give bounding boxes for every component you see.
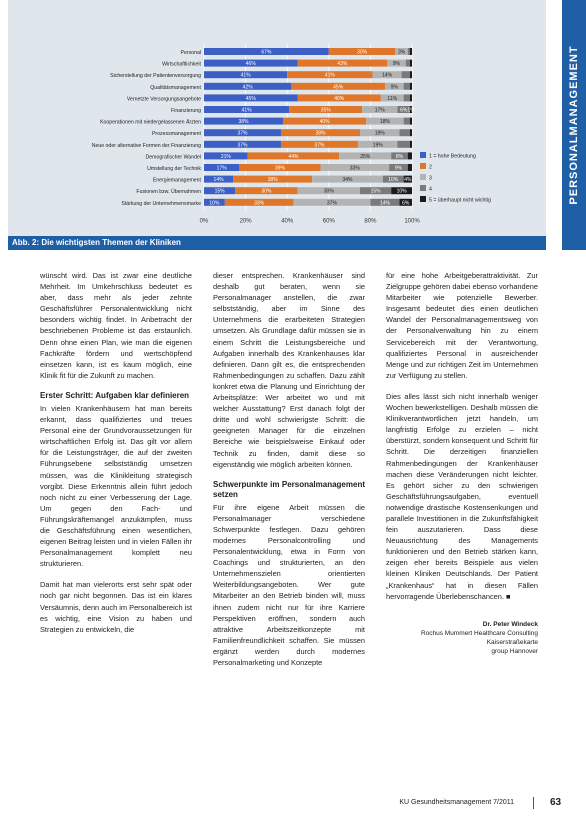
category-label: Personal xyxy=(180,50,201,56)
data-label: 19% xyxy=(374,130,385,137)
data-label: 18% xyxy=(379,119,390,126)
data-label: 40% xyxy=(319,119,330,126)
category-label: Finanzierung xyxy=(171,108,201,114)
legend-label: 5 = überhaupt nicht wichtig xyxy=(429,197,491,204)
legend-label: 2 xyxy=(429,164,432,171)
bar-segment xyxy=(410,94,412,101)
bar-segment xyxy=(402,71,410,78)
data-label: 19% xyxy=(372,142,383,149)
bar-segment xyxy=(408,164,412,171)
data-label: 43% xyxy=(337,61,348,68)
author-name: Dr. Peter Windeck xyxy=(482,620,538,628)
legend-swatch xyxy=(420,185,426,191)
author-affiliation: group Hannover xyxy=(491,647,538,655)
data-label: 6% xyxy=(402,200,410,207)
data-label: 41% xyxy=(241,107,252,114)
bar-segment xyxy=(410,48,412,55)
data-label: 34% xyxy=(342,177,353,184)
x-tick-label: 60% xyxy=(322,218,335,225)
data-label: 37% xyxy=(237,130,248,137)
bar-segment xyxy=(404,94,410,101)
data-label: 17% xyxy=(216,165,227,172)
data-label: 3% xyxy=(397,49,406,56)
paragraph: Für ihre eigene Arbeit müssen die Personalmanager verschiedene Schwerpunkte festlegen. Dazu gehören modernes Personalcontrolling und Personalentwicklung, etwa in Form von Coachings und strukturierten, an den Unternehmenszielen orientierten Weiterbildungsangeboten. Wer gute Mitarbeiter an den Betrieb binden will, muss ihnen zudem nicht nur für ihre Karriere Perspektiven eröffnen, sondern auch attraktive Arbeitszeitkonzepte mit Familienfreundlichkeit schaffen. Sie müssen ergänzt werden durch modernes Personalmarketing und Konzepte xyxy=(213,502,365,667)
category-label: Stärkung der Unternehmensmarke xyxy=(121,200,201,207)
data-label: 1% xyxy=(407,107,415,114)
bar-segment xyxy=(404,83,410,90)
article-body xyxy=(40,270,538,786)
data-label: 30% xyxy=(323,188,334,195)
x-tick-label: 100% xyxy=(404,218,420,225)
bar-segment xyxy=(410,129,412,136)
data-label: 10% xyxy=(209,200,220,207)
section-heading: Schwerpunkte im Personalmanagement setzen xyxy=(213,479,365,499)
data-label: 4% xyxy=(404,177,412,184)
paragraph: dieser entsprechen. Krankenhäuser sind deshalb gut beraten, wenn sie Personalmanager anstellen, die zwar selbstständig, aber im Sinne des Unternehmens die erarbeiteten Strategien umsetzen. Als Grundlage dafür müssen sie in einem Schritt die Leistungsbereiche und Aufgaben innerhalb des Krankenhauses klar definieren. Dann gilt es, die entsprechenden Rahmenbedingungen zu schaffen. Dazu zählt konkret etwa die Planung und Einrichtung der Arbeitsplätze: Wer arbeitet wo und mit welcher Ausstattung? Erst danach folgt der dritte und wohl schwierigste Schritt: die geeigneten Manager für die einzelnen Bereiche wie beispielsweise Einkauf oder Technik zu finden, damit diese so eigenständig wie möglich arbeiten können. xyxy=(213,271,365,469)
data-label: 35% xyxy=(320,107,331,114)
section-heading: Erster Schritt: Aufgaben klar definieren xyxy=(40,390,190,400)
bar-segment xyxy=(406,60,410,67)
data-label: 14% xyxy=(382,72,393,79)
bar-segment xyxy=(410,141,412,148)
data-label: 33% xyxy=(254,200,265,207)
data-label: 6% xyxy=(400,107,408,114)
category-label: Umstellung der Technik xyxy=(147,166,201,172)
paragraph: wünscht wird. Das ist zwar eine deutliche Mehrheit. Im Umkehrschluss bedeutet es aber, dass mehr als jeder zehnte Geschäftsführer Personalentwicklung nicht besonders wichtig findet. In Anbetracht der beschriebenen Probleme ist das erstaunlich. Denn ohne einen Plan, wie man die eigenen Fachkräfte fördern und wertschöpfend einsetzen kann, ist es kaum möglich, eine Klinik fit für die Zukunft zu machen. xyxy=(40,271,192,380)
x-tick-label: 40% xyxy=(281,218,294,225)
data-label: 15% xyxy=(214,188,225,195)
data-label: 38% xyxy=(238,119,249,126)
data-label: 17% xyxy=(374,107,385,114)
data-label: 41% xyxy=(324,72,335,79)
bar-segment xyxy=(410,118,412,125)
bar-segment xyxy=(408,152,412,159)
paragraph: Dies alles lässt sich nicht innerhalb weniger Wochen bewerkstelligen. Deshalb müssen die Klinikverantwortlichen jetzt handeln, um langfristig Erfolge zu erzielen – nicht überstürzt, sondern konsequent und Schritt für Schritt. Die derzeitigen finanziellen Rahmenbedingungen der Krankenhäuser machen diese Veränderungen nicht leichter. Es gehört sicher zu den schwierigen Geschäftsführungsaufgaben, eventuell notwendige drastische Kostensenkungen und parallele Investitionen in die Zukunftsfähigkeit fein auszutarieren. Dass diese Neuausrichtung des Managements funktionieren und den Betrieb stärken kann, zeigen eher bereits Beispiele aus vielen kleinen Kliniken Deutschlands. Der Patient „Krankenhaus“ hat in diesen Fällen hervorragende Überlebenschancen. ■ xyxy=(386,391,539,601)
data-label: 14% xyxy=(213,177,224,184)
page-footer xyxy=(0,796,586,812)
data-label: 46% xyxy=(245,61,256,68)
figure-chart xyxy=(8,0,546,250)
x-tick-label: 80% xyxy=(364,218,377,225)
footer-divider xyxy=(533,797,534,809)
bar-segment xyxy=(404,118,410,125)
category-label: Neue oder alternative Formen der Finanzierung xyxy=(91,142,201,149)
bar-segment xyxy=(397,141,409,148)
data-label: 38% xyxy=(315,130,326,137)
data-label: 9% xyxy=(390,84,398,91)
data-label: 21% xyxy=(220,153,231,160)
legend-label: 3 xyxy=(429,175,432,182)
data-label: 10% xyxy=(388,177,399,184)
stacked-bar-chart xyxy=(8,0,546,236)
data-label: 33% xyxy=(349,165,360,172)
figure-caption: Abb. 2: Die wichtigsten Themen der Kliniken xyxy=(8,236,546,250)
x-tick-label: 20% xyxy=(239,218,252,225)
data-label: 45% xyxy=(333,84,344,91)
bar-segment xyxy=(410,60,412,67)
data-label: 8% xyxy=(395,153,404,160)
data-label: 67% xyxy=(261,49,272,56)
author-signature xyxy=(386,620,538,656)
data-label: 37% xyxy=(237,142,248,149)
data-label: 10% xyxy=(396,188,407,195)
data-label: 25% xyxy=(360,153,371,160)
paragraph: für eine hohe Arbeitgeberattraktivität. Zur Zielgruppe gehören dabei ebenso vorhandene Mitarbeiter wie potenzielle Bewerber. Insgesamt bedeutet dies einen deutlichen Wandel der Personalmanagementsweg von der Personalverwaltung hin zu einem Servicebereich mit der Verantwortung, qualifiziertes Personal in ausreichender Menge und zur richtigen Zeit im Unternehmen zur Verfügung zu stellen. xyxy=(386,271,538,380)
category-label: Prozessmanagement xyxy=(151,131,201,138)
category-label: Energiemanagement xyxy=(152,177,201,184)
journal-name: KU Gesundheitsmanagement 7/2011 xyxy=(399,799,514,806)
category-label: Kooperationen mit niedergelassenen Ärzten xyxy=(100,119,201,126)
data-label: 45% xyxy=(245,95,256,102)
data-label: 38% xyxy=(267,177,278,184)
category-label: Demografischer Wandel xyxy=(145,154,201,161)
bar-segment xyxy=(400,129,410,136)
author-affiliation: Kaiserstraßekarte xyxy=(486,638,538,646)
data-label: 15% xyxy=(370,188,381,195)
data-label: 11% xyxy=(387,95,398,102)
data-label: 37% xyxy=(314,142,325,149)
category-label: Qualitätsmanagement xyxy=(150,84,201,91)
bar-segment xyxy=(410,71,412,78)
category-label: Fusionen bzw. Übernahmen xyxy=(136,189,201,196)
data-label: 30% xyxy=(357,49,368,56)
author-affiliation: Rochus Mummert Healthcare Consulting xyxy=(420,629,538,637)
data-label: 37% xyxy=(326,200,337,207)
text-column-3 xyxy=(386,270,538,656)
category-label: Sicherstellung der Patientenversorgung xyxy=(110,73,201,80)
section-tab xyxy=(562,0,586,250)
text-column-2 xyxy=(213,270,365,678)
category-label: Vernetzte Versorgungsangebote xyxy=(126,96,201,103)
data-label: 39% xyxy=(274,165,285,172)
category-label: Wirtschaftlichkeit xyxy=(162,61,201,68)
data-label: 42% xyxy=(242,84,253,91)
data-label: 41% xyxy=(240,72,251,79)
legend-swatch xyxy=(420,163,426,169)
paragraph: Damit hat man vielerorts erst sehr spät oder noch gar nicht begonnen. Das ist ein klares Versäumnis, denn auch im Personalbereich ist es wichtig, eine Vision zu haben und Strategien zu entwickeln, die xyxy=(40,580,192,634)
data-label: 30% xyxy=(261,188,272,195)
paragraph: In vielen Krankenhäusern hat man bereits erkannt, dass qualifiziertes und treues Personal eine der Grundvoraussetzungen für wirtschaftlichen Erfolg ist. Das gilt vor allem für die Leistungsträger, die auf der zweiten Führungsebene selbstständig umsetzen müssen, was die Klinikleitung strategisch vorgibt. Diese Erkenntnis allein führt jedoch noch nicht zu einer Verbesserung der Lage. Um gegen den Fach- und Führungskräftemangel anzukämpfen, muss die Geschäftsführung einen wesentlichen, eigenen Beitrag leisten und in vielen Fällen ihr Personalmanagement komplett neu strukturieren. xyxy=(40,403,192,569)
data-label: 14% xyxy=(379,200,390,207)
bar-segment xyxy=(408,48,410,55)
legend-label: 1 = hohe Bedeutung xyxy=(429,153,476,160)
data-label: 40% xyxy=(334,95,345,102)
data-label: 44% xyxy=(288,153,299,160)
data-label: 9% xyxy=(392,61,401,68)
x-tick-label: 0% xyxy=(199,218,209,225)
legend-swatch xyxy=(420,196,426,202)
data-label: 9% xyxy=(394,165,403,172)
bar-segment xyxy=(410,83,412,90)
text-column-1 xyxy=(40,270,192,645)
legend-swatch xyxy=(420,174,426,180)
page-number: 63 xyxy=(550,797,562,808)
legend-swatch xyxy=(420,152,426,158)
section-tab-label: PERSONALMANAGEMENT xyxy=(568,45,580,205)
legend-label: 4 xyxy=(429,186,432,193)
